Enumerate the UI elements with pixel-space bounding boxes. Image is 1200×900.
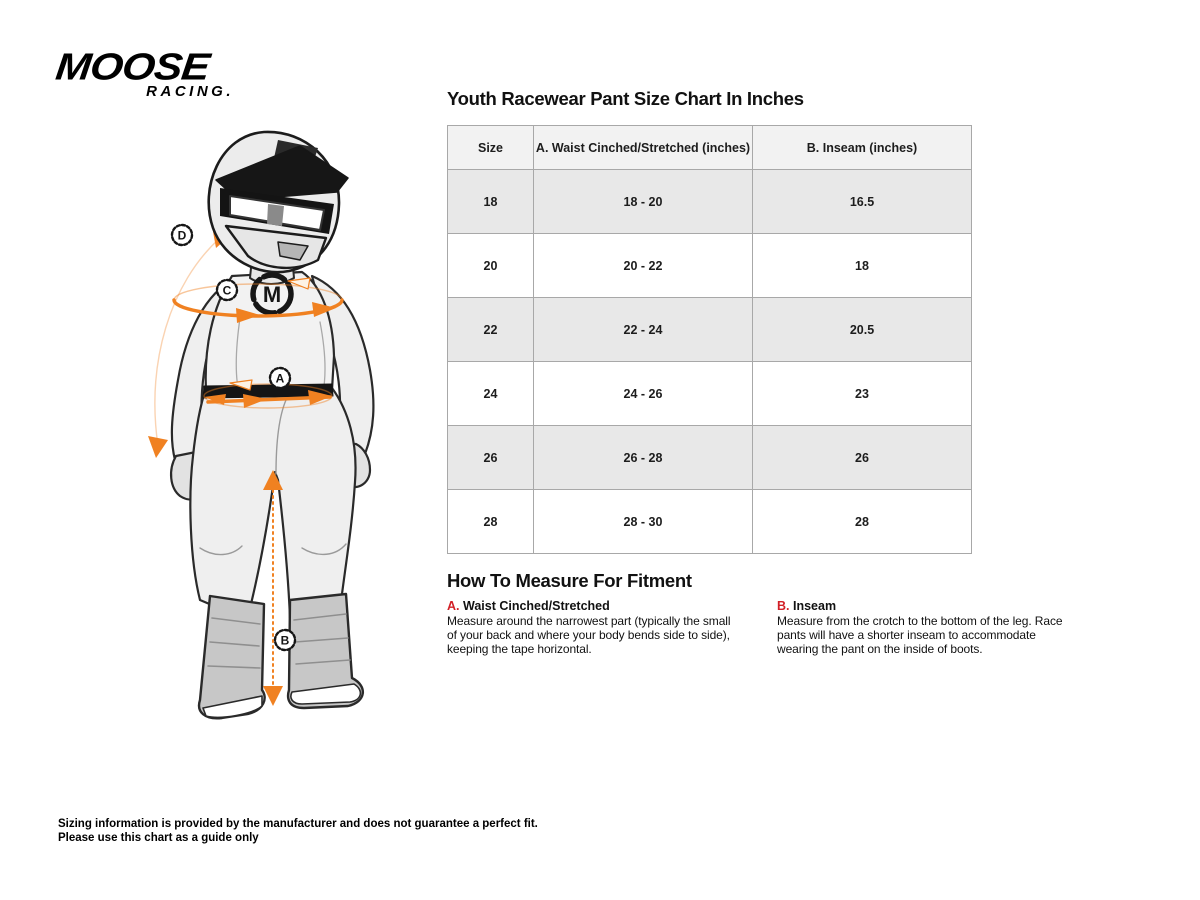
disclaimer-line2: Please use this chart as a guide only bbox=[58, 832, 259, 845]
cell-waist: 18 - 20 bbox=[534, 170, 753, 234]
table-row bbox=[448, 490, 972, 554]
cell-size: 20 bbox=[448, 234, 534, 298]
table-row bbox=[448, 234, 972, 298]
sleeve-arrow-bottom bbox=[148, 436, 168, 458]
measure-label-inseam: Inseam bbox=[792, 599, 837, 613]
moose-chest-logo-letter: M bbox=[262, 282, 282, 307]
measure-description-inseam: Measure from the crotch to the bottom of the leg. Race pants will have a shorter inseam to accommodate wearing the pant on the inside of boots. bbox=[777, 614, 1063, 657]
rider-illustration bbox=[40, 118, 432, 750]
cell-inseam: 28 bbox=[753, 490, 972, 554]
cell-waist: 24 - 26 bbox=[534, 362, 753, 426]
how-to-measure-title: How To Measure For Fitment bbox=[447, 570, 692, 591]
cell-inseam: 23 bbox=[753, 362, 972, 426]
moose-racing-logo bbox=[53, 45, 248, 100]
marker-d bbox=[172, 225, 192, 245]
svg-text:A: A bbox=[275, 371, 285, 386]
goggle-nosepiece bbox=[267, 204, 284, 226]
cell-waist: 20 - 22 bbox=[534, 234, 753, 298]
measure-item-inseam bbox=[777, 599, 1079, 656]
marker-b bbox=[275, 630, 295, 650]
measure-letter-b: B. bbox=[777, 599, 790, 613]
svg-text:C: C bbox=[222, 283, 232, 298]
cell-size: 26 bbox=[448, 426, 534, 490]
cell-size: 18 bbox=[448, 170, 534, 234]
logo-text-moose: MOOSE bbox=[53, 45, 212, 88]
size-table bbox=[447, 125, 972, 554]
measure-description-waist: Measure around the narrowest part (typically the small of your back and where your body bends side to side), keeping the tape horizontal. bbox=[447, 614, 731, 657]
cell-inseam: 18 bbox=[753, 234, 972, 298]
how-to-measure-section bbox=[447, 570, 1087, 656]
svg-text:B: B bbox=[280, 633, 290, 648]
svg-text:D: D bbox=[177, 228, 187, 243]
cell-size: 28 bbox=[448, 490, 534, 554]
table-row bbox=[448, 298, 972, 362]
col-header-size: Size bbox=[448, 126, 534, 170]
col-header-waist: A. Waist Cinched/Stretched (inches) bbox=[534, 126, 753, 170]
col-header-inseam: B. Inseam (inches) bbox=[753, 126, 972, 170]
measure-item-heading bbox=[777, 599, 1079, 613]
cell-waist: 28 - 30 bbox=[534, 490, 753, 554]
cell-inseam: 20.5 bbox=[753, 298, 972, 362]
measure-label-waist: Waist Cinched/Stretched bbox=[462, 599, 610, 613]
cell-inseam: 26 bbox=[753, 426, 972, 490]
table-header-row bbox=[448, 126, 972, 170]
table-row bbox=[448, 170, 972, 234]
cell-inseam: 16.5 bbox=[753, 170, 972, 234]
inseam-arrow-bottom bbox=[263, 686, 283, 706]
table-row bbox=[448, 426, 972, 490]
size-table-container bbox=[447, 125, 971, 554]
disclaimer bbox=[58, 817, 538, 846]
measure-letter-a: A. bbox=[447, 599, 460, 613]
size-chart-title: Youth Racewear Pant Size Chart In Inches bbox=[447, 88, 804, 109]
marker-a bbox=[270, 368, 290, 388]
cell-size: 24 bbox=[448, 362, 534, 426]
cell-waist: 26 - 28 bbox=[534, 426, 753, 490]
measure-item-heading bbox=[447, 599, 743, 613]
disclaimer-line1: Sizing information is provided by the manufacturer and does not guarantee a perfect fit. bbox=[58, 818, 538, 830]
logo-text-racing: RACING. bbox=[146, 83, 234, 100]
rider-illustration-svg bbox=[40, 118, 432, 750]
cell-waist: 22 - 24 bbox=[534, 298, 753, 362]
measure-item-waist bbox=[447, 599, 743, 656]
cell-size: 22 bbox=[448, 298, 534, 362]
marker-c bbox=[217, 280, 237, 300]
table-row bbox=[448, 362, 972, 426]
